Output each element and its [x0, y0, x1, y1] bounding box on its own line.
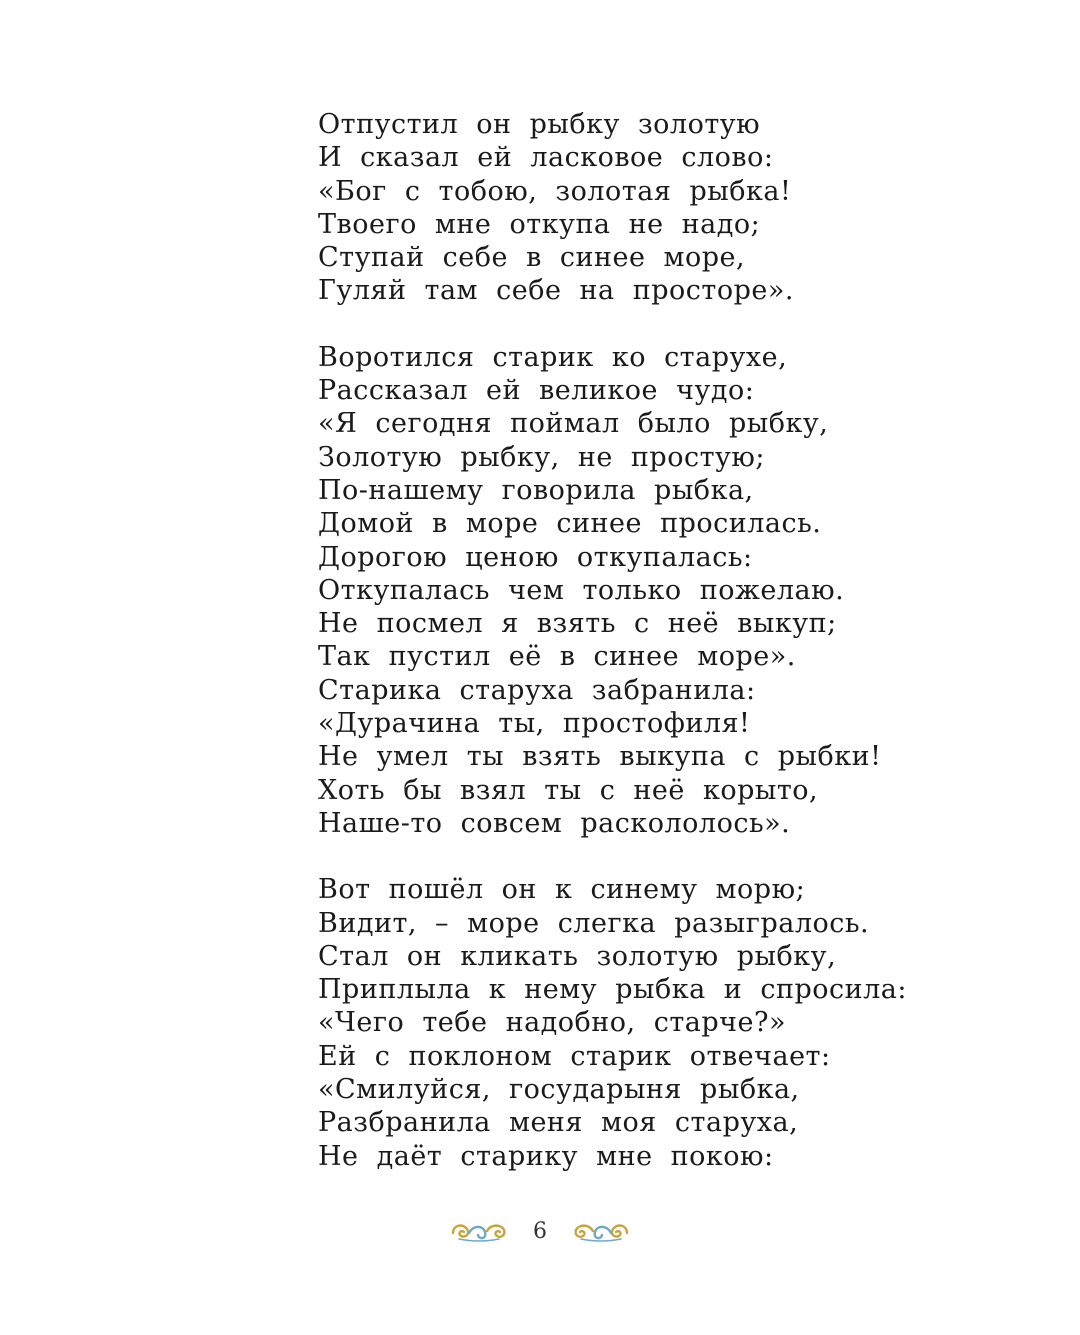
poem-line: Вот пошёл он к синему морю; — [318, 874, 806, 906]
stanza-1 — [318, 108, 1018, 308]
poem-line: «Я сегодня поймал было рыбку, — [318, 408, 829, 440]
poem-line: Стал он кликать золотую рыбку, — [318, 940, 837, 972]
page-number: 6 — [533, 1219, 547, 1244]
poem-line: Старика старуха забранила: — [318, 674, 756, 706]
stanza-3 — [318, 873, 1018, 1173]
ornament-scroll-right-icon — [571, 1219, 631, 1245]
poem-line: «Дурачина ты, простофиля! — [318, 708, 751, 740]
poem-line: Рассказал ей великое чудо: — [318, 375, 755, 407]
poem-line: Золотую рыбку, не простую; — [318, 441, 765, 473]
poem-line: Приплыла к нему рыбка и спросила: — [318, 974, 907, 1006]
poem-line: Откупалась чем только пожелаю. — [318, 574, 845, 606]
poem-line: Дорогою ценою откупалась: — [318, 541, 753, 573]
poem-line: Отпустил он рыбку золотую — [318, 109, 761, 140]
poem-line: Наше-то совсем раскололось». — [318, 807, 791, 839]
stanza-2 — [318, 341, 1018, 840]
poem-line: Не умел ты взять выкупа с рыбки! — [318, 741, 882, 773]
poem-line: Хоть бы взял ты с неё корыто, — [318, 774, 819, 806]
poem-line: «Чего тебе надобно, старче?» — [318, 1007, 786, 1039]
page-footer — [0, 1212, 1080, 1252]
poem-line: Домой в море синее просилась. — [318, 508, 822, 540]
poem-line: И сказал ей ласковое слово: — [318, 142, 774, 174]
poem-line: По-нашему говорила рыбка, — [318, 474, 754, 506]
poem-line: Твоего мне откупа не надо; — [318, 208, 761, 240]
ornament-scroll-left-icon — [449, 1219, 509, 1245]
poem-line: Не даёт старику мне покою: — [318, 1140, 774, 1172]
poem-line: Не посмел я взять с неё выкуп; — [318, 608, 837, 640]
poem-line: Так пустил её в синее море». — [318, 641, 796, 673]
poem-line: «Бог с тобою, золотая рыбка! — [318, 175, 792, 207]
poem-text — [318, 108, 1018, 1173]
poem-line: Гуляй там себе на просторе». — [318, 275, 794, 307]
poem-line: Ступай себе в синее море, — [318, 242, 746, 274]
poem-line: Ей с поклоном старик отвечает: — [318, 1040, 831, 1072]
poem-line: Воротился старик ко старухе, — [318, 341, 788, 373]
poem-line: Разбранила меня моя старуха, — [318, 1107, 799, 1139]
poem-line: Видит, – море слегка разыгралось. — [318, 907, 870, 939]
poem-line: «Смилуйся, государыня рыбка, — [318, 1074, 800, 1106]
